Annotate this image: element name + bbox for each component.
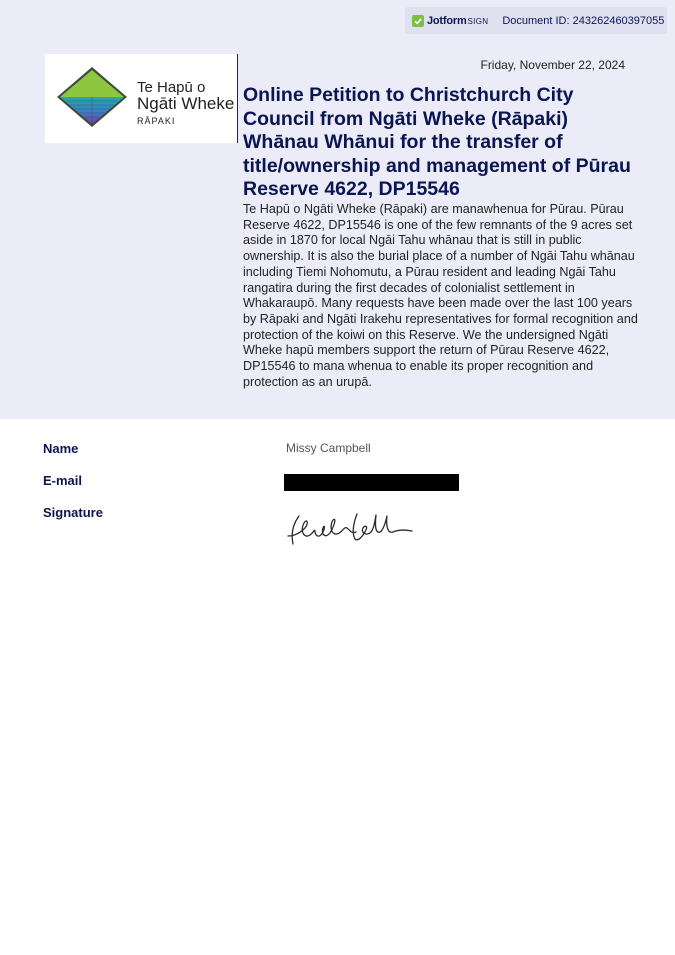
logo-text-line1: Te Hapū o xyxy=(137,79,206,96)
logo-text-line2: Ngāti Wheke xyxy=(137,94,235,113)
email-value-redacted xyxy=(284,474,459,491)
signature-image xyxy=(285,506,420,551)
document-id: Document ID: 243262460397055 xyxy=(502,14,665,27)
logo-text-line3: RĀPAKI xyxy=(137,116,176,126)
petition-description: Te Hapū o Ngāti Wheke (Rāpaki) are manawhenua for Pūrau. Pūrau Reserve 4622, DP15546 is one of the few remnants of the 9 acres set aside in 1870 for local Ngāi Tahu whānau that is still in public ownership. It is also the burial place of a number of Ngāi Tahu whānau including Tiemi Nohomutu, a Pūrau resident and leading Ngāi Tahu rangatira during the first decades of colonialist settlement in Whakaraupō. Many requests have been made over the last 100 years by Rāpaki and Ngāti Irakehu representatives for formal recognition and protection of the koiwi on this Reserve. We the undersigned Ngāti Wheke hapū members support the return of Pūrau Reserve 4622, DP15546 to mana whenua to enable its proper recognition and protection as an urupā. xyxy=(243,202,638,389)
email-label: E-mail xyxy=(43,473,83,488)
diamond-emblem-icon xyxy=(57,67,127,127)
document-date: Friday, November 22, 2024 xyxy=(480,58,625,72)
name-label: Name xyxy=(43,441,79,456)
jotform-brand: Jotform xyxy=(427,14,467,27)
name-value: Missy Campbell xyxy=(286,441,371,455)
jotform-sign-label: SIGN xyxy=(467,17,489,26)
signature-label: Signature xyxy=(43,505,103,520)
logo-divider xyxy=(237,54,238,143)
jotform-logo-icon xyxy=(412,15,424,27)
jotform-sign-bar xyxy=(405,7,667,34)
petition-title: Online Petition to Christchurch City Council from Ngāti Wheke (Rāpaki) Whānau Whānui for the transfer of title/ownership and management of Pūrau Reserve 4622, DP15546 xyxy=(243,84,631,200)
organization-logo xyxy=(45,54,237,143)
jotform-sign-logo xyxy=(412,15,488,27)
